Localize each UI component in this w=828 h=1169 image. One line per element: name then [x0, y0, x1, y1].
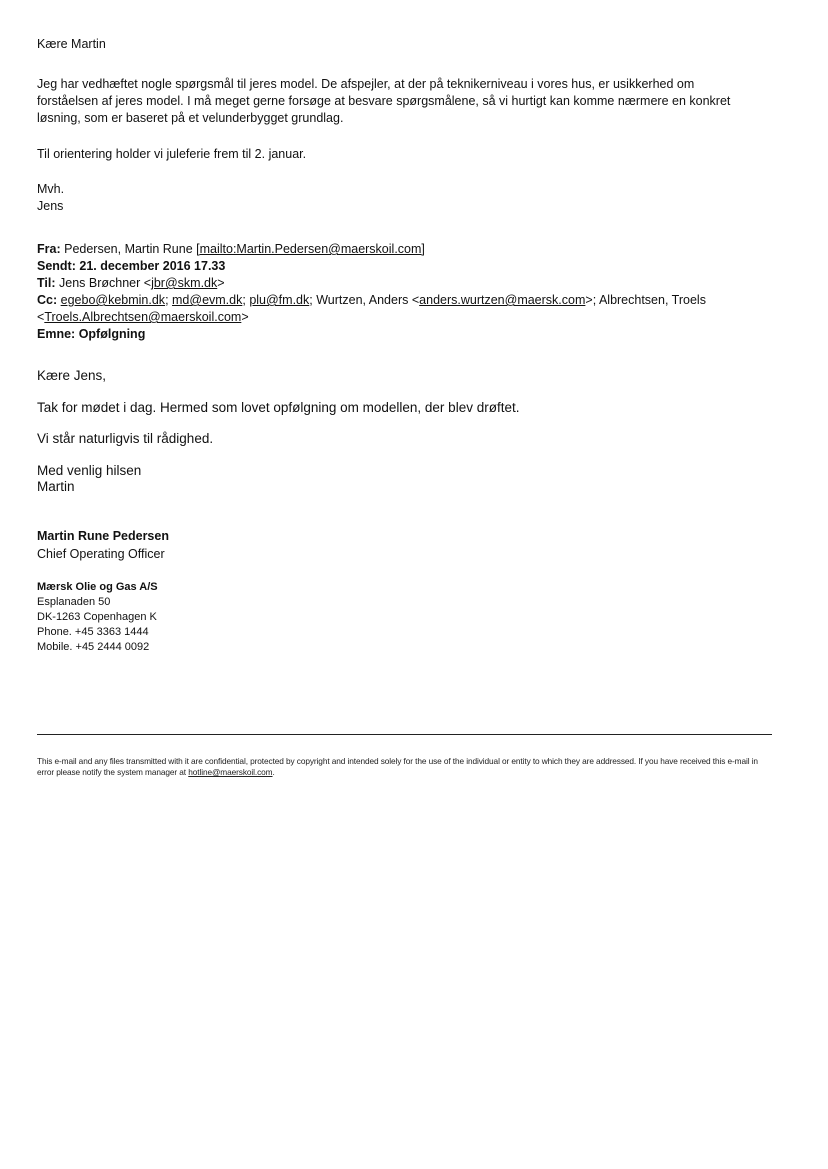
signature-city: DK-1263 Copenhagen K	[37, 611, 157, 623]
cc-email-link-3[interactable]: plu@fm.dk	[249, 293, 310, 307]
reply-holiday-note: Til orientering holder vi juleferie frem til 2. januar.	[37, 147, 307, 161]
cc-email-link-1[interactable]: egebo@kebmin.dk	[60, 293, 166, 307]
subject-value: Opfølgning	[78, 327, 146, 341]
from-name: Pedersen, Martin Rune	[64, 242, 193, 256]
sent-line	[37, 258, 797, 275]
original-availability: Vi står naturligvis til rådighed.	[37, 431, 214, 446]
signature-street: Esplanaden 50	[37, 596, 111, 608]
from-label: Fra:	[37, 242, 61, 256]
reply-body: Jeg har vedhæftet nogle spørgsmål til jeres model. De afspejler, at der på teknikerniveau i vores hus, er usikkerhed om forståelsen af jeres model. I må meget gerne forsøge at besvare spørgsmålene, så vi hurtigt kan komme nærmere en konkret løsning, som er baseret på et velunderbygget grundlag.	[37, 77, 731, 125]
signature-phone: Phone. +45 3363 1444	[37, 626, 149, 638]
cc-name-4: Wurtzen, Anders	[316, 293, 409, 307]
signature-company: Mærsk Olie og Gas A/S	[37, 581, 158, 593]
divider	[37, 734, 772, 735]
sent-value: 21. december 2016 17.33	[79, 259, 226, 273]
signature-address	[37, 580, 797, 655]
from-mailto-link[interactable]: [mailto:Martin.Pedersen@maerskoil.com]	[196, 242, 425, 256]
original-greeting: Kære Jens,	[37, 368, 107, 383]
original-closing: Med venlig hilsen	[37, 463, 142, 478]
to-email-link[interactable]: jbr@skm.dk	[151, 276, 218, 290]
email-header	[37, 241, 797, 343]
signature-title: Chief Operating Officer	[37, 547, 165, 561]
reply-greeting: Kære Martin	[37, 37, 106, 51]
disclaimer-email-link[interactable]: hotline@maerskoil.com	[188, 767, 273, 777]
from-line	[37, 241, 797, 258]
cc-name-5: Albrechtsen, Troels	[598, 293, 706, 307]
subject-line	[37, 326, 797, 343]
to-line: Til: Jens Brøchner <jbr@skm.dk>	[37, 276, 225, 290]
subject-label: Emne:	[37, 327, 76, 341]
cc-email-link-5[interactable]: Troels.Albrechtsen@maerskoil.com	[44, 310, 242, 324]
disclaimer: This e-mail and any files transmitted with it are confidential, protected by copyright and intended solely for the use of the individual or entity to which they are addressed. If you have received this e-mail in error please notify the system manager at hotline@maerskoil.com.	[37, 756, 758, 777]
signature-name: Martin Rune Pedersen	[37, 529, 169, 543]
reply-closing: Mvh.	[37, 182, 65, 196]
cc-line: Cc: egebo@kebmin.dk; md@evm.dk; plu@fm.dk; Wurtzen, Anders <anders.wurtzen@maersk.com>; Albrechtsen, Troels <Troels.Albrechtsen@maerskoil.com>	[37, 293, 706, 324]
to-label: Til:	[37, 276, 56, 290]
original-body: Tak for mødet i dag. Hermed som lovet opfølgning om modellen, der blev drøftet.	[37, 400, 520, 415]
cc-label: Cc:	[37, 293, 58, 307]
cc-email-link-4[interactable]: anders.wurtzen@maersk.com	[419, 293, 586, 307]
cc-email-link-2[interactable]: md@evm.dk	[172, 293, 243, 307]
reply-signature: Jens	[37, 199, 64, 213]
original-signature: Martin	[37, 479, 75, 494]
to-name: Jens Brøchner	[59, 276, 141, 290]
sent-label: Sendt:	[37, 259, 76, 273]
disclaimer-text: This e-mail and any files transmitted with it are confidential, protected by copyright and intended solely for the use of the individual or entity to which they are addressed. If you have received this e-mail in error please notify the system manager at	[37, 756, 758, 777]
signature-mobile: Mobile. +45 2444 0092	[37, 641, 150, 653]
